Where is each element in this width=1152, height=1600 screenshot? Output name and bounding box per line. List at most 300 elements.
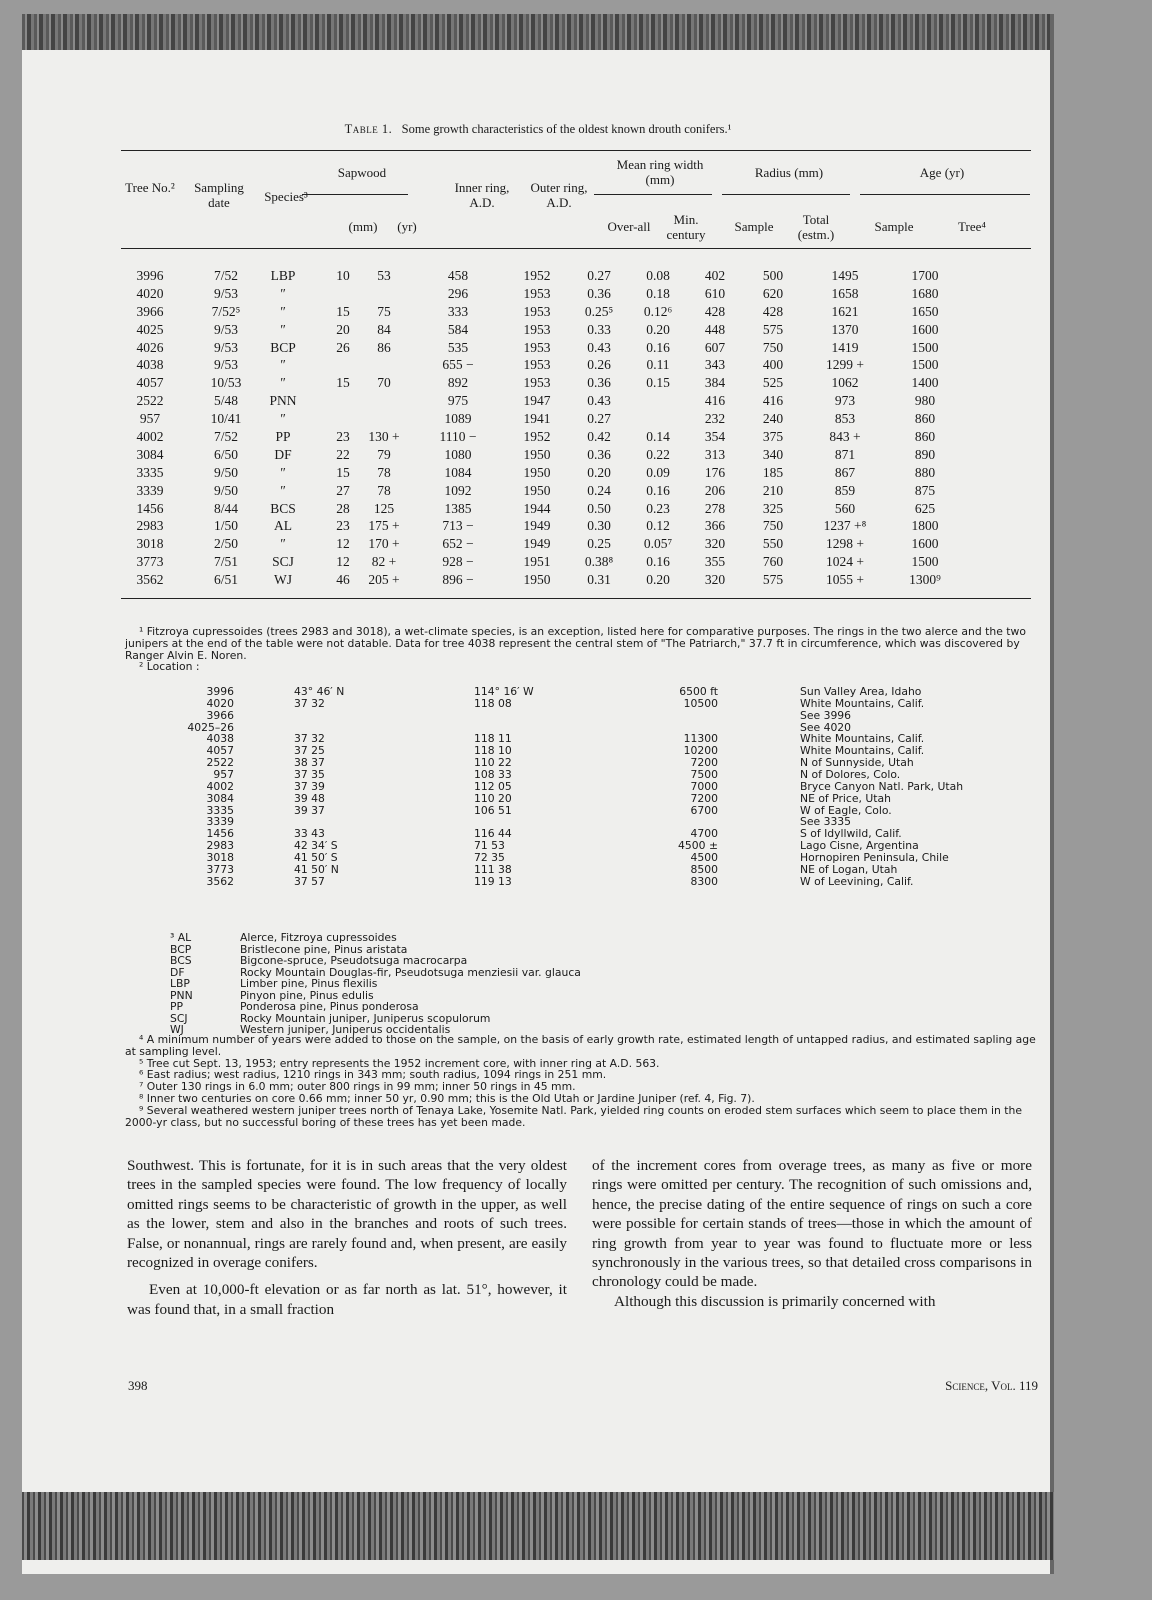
footnote-2-heading: ² Location : [139,660,200,674]
loc-elev: 7500 [690,767,718,781]
header-age-tree: Tree⁴ [958,219,986,234]
cell-overall-width: 0.25 [587,536,611,552]
header-species: Species³ [264,189,308,204]
cell-overall-width: 0.36 [587,446,611,462]
left-paragraph-2: Even at 10,000-ft elevation or as far north as lat. 51°, however, it was found that, in a small fraction [127,1281,567,1318]
cell-min-century: 0.20 [646,321,670,337]
cell-sapwood-mm: 23 [336,518,350,534]
cell-tree-no: 4002 [136,429,164,445]
cell-min-century: 0.12 [646,518,670,534]
cell-inner-ring: 333 [447,303,469,319]
cell-radius-sample: 343 [704,357,726,373]
species-name: Rocky Mountain juniper, Juniperus scopulorum [240,1011,491,1025]
cell-tree-no: 2522 [136,393,164,409]
loc-elev: 8300 [690,874,718,888]
cell-inner-ring: 1092 [444,482,472,498]
loc-long: 119 13 [474,874,512,888]
cell-species: PNN [269,393,297,409]
cell-min-century: 0.22 [646,446,670,462]
cell-age-tree: 1680 [911,285,939,301]
cell-radius-total: 340 [762,446,784,462]
loc-tree: 3996 [206,685,234,698]
cell-radius-total: 400 [762,357,784,373]
cell-sapwood-yr: 78 [377,464,391,480]
species-code: DF [170,965,185,979]
cell-radius-total: 500 [762,268,784,283]
cell-sapwood-mm: 12 [336,536,350,552]
cell-inner-ring: 928 − [442,554,474,570]
loc-lat: 37 35 [294,767,325,781]
cell-age-sample: 1055 + [826,572,864,588]
cell-tree-no: 3339 [136,482,164,498]
cell-radius-total: 550 [762,536,784,552]
cell-radius-total: 750 [762,518,784,534]
loc-long: 72 35 [474,850,505,864]
cell-radius-sample: 355 [704,554,726,570]
cell-tree-no: 3773 [136,554,164,570]
loc-place: See 3996 [800,708,852,722]
cell-sampling-date: 9/50 [213,464,238,480]
cell-outer-ring: 1953 [523,285,551,301]
cell-inner-ring: 652 − [442,536,474,552]
cell-sapwood-yr: 84 [377,321,391,337]
cell-inner-ring: 458 [447,268,469,283]
loc-long: 111 38 [474,862,512,876]
cell-min-century: 0.16 [646,554,670,570]
cell-outer-ring: 1951 [523,554,551,570]
cell-overall-width: 0.43 [587,393,611,409]
cell-min-century: 0.16 [646,339,670,355]
cell-sapwood-mm: 15 [336,303,350,319]
cell-sampling-date: 7/52⁵ [211,303,241,319]
header-tree: Tree No.² [125,180,175,195]
loc-tree: 3339 [206,815,234,829]
species-code: ³ AL [170,931,192,944]
cell-sapwood-mm: 27 [336,482,350,498]
cell-radius-total: 210 [762,482,784,498]
cell-overall-width: 0.24 [587,482,611,498]
cell-age-tree: 880 [914,464,936,480]
cell-radius-total: 416 [762,393,784,409]
cell-overall-width: 0.36 [587,285,611,301]
cell-sampling-date: 6/50 [213,446,238,462]
loc-tree: 3335 [206,803,234,817]
cell-sapwood-yr: 175 + [368,518,400,534]
cell-radius-total: 325 [762,500,784,516]
cell-sapwood-yr: 79 [377,446,391,462]
cell-age-tree: 1500 [911,357,939,373]
cell-sapwood-mm: 22 [336,446,350,462]
cell-radius-sample: 428 [704,303,726,319]
loc-lat: 42 34′ S [294,839,338,853]
species-code: PP [170,1000,184,1013]
cell-overall-width: 0.27 [587,411,611,427]
loc-place: See 3335 [800,815,852,829]
loc-tree: 3773 [206,862,234,876]
cell-outer-ring: 1949 [523,536,551,552]
cell-sapwood-yr: 82 + [371,554,397,570]
cell-sapwood-yr: 78 [377,482,391,498]
footnote-4: ⁴ A minimum number of years were added to those on the sample, on the basis of early growth rate, estimated length of untapped radius, and estimated sapling age at sampling level. [125,1033,1036,1058]
cell-overall-width: 0.30 [587,518,611,534]
loc-elev: 7000 [690,779,718,793]
cell-radius-total: 525 [762,375,784,391]
species-code: WJ [170,1023,184,1036]
cell-radius-total: 240 [762,411,784,427]
cell-tree-no: 1456 [136,500,164,516]
loc-tree: 4038 [206,732,234,746]
cell-overall-width: 0.33 [587,321,611,337]
cell-radius-sample: 402 [704,268,726,283]
cell-sapwood-mm: 20 [336,321,350,337]
cell-age-tree: 1300⁹ [909,572,941,588]
cell-tree-no: 4057 [136,375,164,391]
cell-outer-ring: 1953 [523,339,551,355]
loc-tree: 4002 [206,779,234,793]
cell-age-tree: 1400 [911,375,939,391]
loc-lat: 43° 46′ N [294,685,345,698]
cell-sapwood-mm: 10 [336,268,350,283]
cell-sampling-date: 7/51 [213,554,238,570]
loc-lat: 39 37 [294,803,325,817]
loc-long: 118 08 [474,696,512,710]
footnote-5: ⁵ Tree cut Sept. 13, 1953; entry represents the 1952 increment core, with inner ring at A.D. 563. [139,1056,660,1070]
cell-tree-no: 3562 [136,572,164,588]
cell-age-sample: 867 [834,464,856,480]
cell-sampling-date: 9/53 [213,357,238,373]
loc-tree: 3018 [206,850,234,864]
cell-sampling-date: 7/52 [213,268,238,283]
species-code: BCP [170,942,192,956]
loc-tree: 4020 [206,696,234,710]
cell-species: ″ [280,411,286,427]
table-caption [22,122,1054,137]
species-name: Western juniper, Juniperus occidentalis [240,1023,451,1036]
species-name: Rocky Mountain Douglas-fir, Pseudotsuga menziesii var. glauca [240,965,581,979]
cell-overall-width: 0.42 [587,429,611,445]
cell-age-sample: 1370 [831,321,859,337]
cell-overall-width: 0.20 [587,464,611,480]
cell-age-sample: 1621 [831,303,859,319]
loc-elev: 11300 [683,732,718,746]
loc-long: 71 53 [474,839,505,853]
loc-place: N of Dolores, Colo. [800,767,901,781]
loc-lat: 37 57 [294,874,325,888]
cell-radius-sample: 278 [704,500,726,516]
cell-outer-ring: 1950 [523,464,551,480]
cell-age-sample: 1062 [831,375,859,391]
footnote-7: ⁷ Outer 130 rings in 6.0 mm; outer 800 rings in 99 mm; inner 50 rings in 45 mm. [139,1080,576,1094]
cell-species: SCJ [272,554,294,570]
header-min-century: Min. century [666,212,706,242]
cell-overall-width: 0.26 [587,357,611,373]
cell-radius-sample: 320 [704,572,726,588]
header-mean-ring-width: Mean ring width (mm) [616,157,704,187]
loc-long: 110 22 [474,756,512,770]
cell-outer-ring: 1950 [523,572,551,588]
header-sapwood: Sapwood [337,165,387,180]
radius-rule [722,194,850,195]
header-sapwood-mm: (mm) [348,219,378,234]
cell-radius-sample: 320 [704,536,726,552]
cell-age-sample: 1237 +⁸ [823,518,867,534]
cell-age-sample: 853 [834,411,856,427]
loc-tree: 957 [213,767,234,781]
cell-overall-width: 0.36 [587,375,611,391]
cell-age-sample: 871 [834,446,856,462]
cell-min-century: 0.09 [646,464,670,480]
cell-outer-ring: 1941 [523,411,551,427]
left-paragraph-1: Southwest. This is fortunate, for it is in such areas that the very oldest trees in the sampled species were found. The low frequency of locally omitted rings seems to be characteristic of growth in the upper, as well as the lower, stem and also in the branches and roots of such trees. False, or nonannual, rings are rarely found and, when present, are easily recognized in overage conifers. [127,1157,567,1272]
loc-tree: 3966 [206,708,234,722]
cell-radius-sample: 366 [704,518,726,534]
cell-tree-no: 2983 [136,518,164,534]
cell-outer-ring: 1953 [523,303,551,319]
cell-age-tree: 875 [914,482,936,498]
cell-tree-no: 4020 [136,285,164,301]
cell-species: PP [275,429,291,445]
header-outer-ring: Outer ring, A.D. [530,180,588,210]
loc-elev: 6700 [690,803,718,817]
cell-tree-no: 4026 [136,339,164,355]
cell-species: ″ [280,536,286,552]
species-name: Alerce, Fitzroya cupressoides [240,931,397,944]
cell-age-sample: 1298 + [826,536,864,552]
cell-sapwood-mm: 46 [336,572,350,588]
cell-inner-ring: 896 − [442,572,474,588]
cell-tree-no: 3966 [136,303,164,319]
cell-species: ″ [280,357,286,373]
cell-radius-sample: 176 [704,464,726,480]
species-code: BCS [170,954,192,967]
cell-species: ″ [280,285,286,301]
loc-tree: 3084 [206,791,234,805]
cell-overall-width: 0.50 [587,500,611,516]
loc-place: S of Idyllwild, Calif. [800,827,902,841]
mean-rule [594,194,712,195]
table-footnotes [125,626,1045,673]
cell-min-century: 0.14 [646,429,670,445]
cell-age-tree: 1650 [911,303,939,319]
loc-long: 110 20 [474,791,512,805]
cell-tree-no: 957 [139,411,161,427]
cell-sampling-date: 5/48 [213,393,238,409]
cell-species: BCP [270,339,296,355]
header-radius-total: Total (estm.) [797,212,835,242]
loc-tree: 4025–26 [187,720,234,734]
cell-sampling-date: 10/53 [210,375,242,391]
cell-sampling-date: 10/41 [210,411,242,427]
loc-lat: 41 50′ N [294,862,339,876]
cell-sapwood-yr: 170 + [368,536,400,552]
cell-radius-sample: 313 [704,446,726,462]
cell-sapwood-mm: 15 [336,464,350,480]
species-name: Bristlecone pine, Pinus aristata [240,942,408,956]
scanned-page [22,14,1054,1574]
cell-overall-width: 0.27 [587,268,611,283]
table-footnotes-continued [125,1034,1045,1128]
cell-radius-total: 575 [762,321,784,337]
cell-min-century: 0.12⁶ [643,303,673,319]
footnote-6: ⁶ East radius; west radius, 1210 rings in 343 mm; south radius, 1094 rings in 251 mm. [139,1068,607,1082]
loc-long: 114° 16′ W [474,685,534,698]
cell-radius-sample: 206 [704,482,726,498]
loc-elev: 6500 ft [679,685,718,698]
cell-species: ″ [280,464,286,480]
cell-outer-ring: 1950 [523,482,551,498]
cell-age-tree: 1800 [911,518,939,534]
cell-tree-no: 3018 [136,536,164,552]
age-rule [860,194,1030,195]
header-inner-ring: Inner ring, A.D. [454,180,510,210]
cell-sapwood-yr: 70 [377,375,391,391]
cell-min-century: 0.20 [646,572,670,588]
loc-lat: 41 50′ S [294,850,338,864]
table-bottom-rule [121,598,1031,599]
cell-species: ″ [280,482,286,498]
cell-inner-ring: 975 [447,393,469,409]
loc-tree: 3562 [206,874,234,888]
cell-outer-ring: 1950 [523,446,551,462]
cell-overall-width: 0.43 [587,339,611,355]
cell-outer-ring: 1953 [523,357,551,373]
species-name: Bigcone-spruce, Pseudotsuga macrocarpa [240,954,468,967]
loc-place: W of Eagle, Colo. [800,803,892,817]
loc-place: White Mountains, Calif. [800,732,925,746]
cell-radius-total: 760 [762,554,784,570]
loc-place: White Mountains, Calif. [800,744,925,758]
footnote-8: ⁸ Inner two centuries on core 0.66 mm; inner 50 yr, 0.90 mm; this is the Old Utah or Jardine Juniper (ref. 4, Fig. 7). [139,1091,755,1105]
cell-sampling-date: 9/53 [213,285,238,301]
cell-overall-width: 0.25⁵ [584,303,614,319]
loc-elev: 8500 [690,862,718,876]
cell-inner-ring: 1080 [444,446,472,462]
cell-inner-ring: 535 [447,339,469,355]
cell-radius-sample: 416 [704,393,726,409]
cell-species: AL [274,518,292,534]
cell-sampling-date: 9/53 [213,339,238,355]
right-column [592,1156,1032,1311]
cell-age-tree: 860 [914,411,936,427]
journal-reference: Science, Vol. 119 [945,1378,1038,1393]
cell-radius-total: 575 [762,572,784,588]
cell-sampling-date: 2/50 [213,536,238,552]
cell-tree-no: 4025 [136,321,164,337]
cell-age-sample: 859 [834,482,856,498]
species-name: Limber pine, Pinus flexilis [240,977,378,990]
cell-inner-ring: 1110 − [439,429,477,445]
loc-elev: 4500 ± [678,839,718,853]
species-code: SCJ [170,1011,188,1025]
scan-border-bottom [22,1492,1054,1560]
cell-outer-ring: 1953 [523,375,551,391]
cell-min-century: 0.05⁷ [643,536,673,552]
cell-species: WJ [274,572,292,588]
cell-age-sample: 1024 + [826,554,864,570]
loc-lat: 37 25 [294,744,325,758]
cell-min-century: 0.18 [646,285,670,301]
cell-outer-ring: 1947 [523,393,551,409]
cell-sapwood-mm: 28 [336,500,350,516]
cell-age-tree: 860 [914,429,936,445]
cell-age-tree: 1700 [911,268,939,283]
cell-radius-sample: 448 [704,321,726,337]
loc-place: See 4020 [800,720,852,734]
loc-elev: 4700 [690,827,718,841]
cell-radius-total: 750 [762,339,784,355]
cell-age-tree: 1500 [911,339,939,355]
header-sapwood-yr: (yr) [397,219,417,234]
cell-inner-ring: 655 − [442,357,474,373]
cell-species: DF [274,446,292,462]
cell-age-sample: 1299 + [826,357,864,373]
loc-tree: 1456 [206,827,234,841]
cell-age-sample: 1495 [831,268,859,283]
cell-radius-sample: 232 [704,411,726,427]
loc-long: 112 05 [474,779,512,793]
loc-place: Hornopiren Peninsula, Chile [800,850,949,864]
cell-tree-no: 4038 [136,357,164,373]
cell-inner-ring: 1089 [444,411,472,427]
cell-inner-ring: 1385 [444,500,472,516]
header-radius-sample: Sample [734,219,774,234]
footnote-9: ⁹ Several weathered western juniper trees north of Tenaya Lake, Yosemite Natl. Park, yielded ring counts on eroded stem surfaces which seem to place them in the 2000-yr class, but no successful boring of these trees has yet been made. [125,1103,1023,1129]
cell-radius-sample: 607 [704,339,726,355]
cell-species: BCS [270,500,296,516]
header-overall: Over-all [607,219,651,234]
loc-elev: 7200 [690,791,718,805]
cell-sapwood-mm: 26 [336,339,350,355]
cell-age-tree: 890 [914,446,936,462]
cell-tree-no: 3996 [136,268,164,283]
cell-sampling-date: 9/50 [213,482,238,498]
page-number: 398 [128,1378,148,1393]
sapwood-rule [302,194,408,195]
cell-outer-ring: 1949 [523,518,551,534]
species-name: Ponderosa pine, Pinus ponderosa [240,1000,419,1013]
cell-age-tree: 625 [914,500,936,516]
loc-tree: 2983 [206,839,234,853]
loc-tree: 2522 [206,756,234,770]
loc-elev: 10500 [683,696,718,710]
cell-species: ″ [280,321,286,337]
cell-min-century: 0.23 [646,500,670,516]
species-code: LBP [170,977,190,990]
cell-radius-sample: 384 [704,375,726,391]
cell-age-sample: 560 [834,500,856,516]
left-column [127,1156,567,1319]
cell-age-sample: 973 [834,393,856,409]
cell-sampling-date: 7/52 [213,429,238,445]
header-sampling: Sampling date [194,180,244,210]
loc-lat: 37 32 [294,732,325,746]
footnote-1: ¹ Fitzroya cupressoides (trees 2983 and 3018), a wet-climate species, is an exception, listed here for comparative purposes. The rings in the two alerce and the two junipers at the end of the table were not datable. Data for tree 4038 represent the central stem of "The Patriarch," 37.7 ft in circumference, which was discovered by Ranger Alvin E. Noren. [125,625,1026,662]
header-age: Age (yr) [919,165,965,180]
loc-place: N of Sunnyside, Utah [800,756,914,770]
cell-min-century: 0.16 [646,482,670,498]
cell-inner-ring: 1084 [444,464,472,480]
scan-border-top [22,14,1054,50]
loc-lat: 33 43 [294,827,325,841]
right-paragraph-2: Although this discussion is primarily concerned with [614,1292,936,1310]
table-top-rule [121,150,1031,151]
cell-sapwood-yr: 53 [377,268,391,283]
cell-outer-ring: 1952 [523,429,551,445]
loc-lat: 39 48 [294,791,325,805]
cell-overall-width: 0.31 [587,572,611,588]
loc-elev: 7200 [690,756,718,770]
loc-lat: 37 32 [294,696,325,710]
